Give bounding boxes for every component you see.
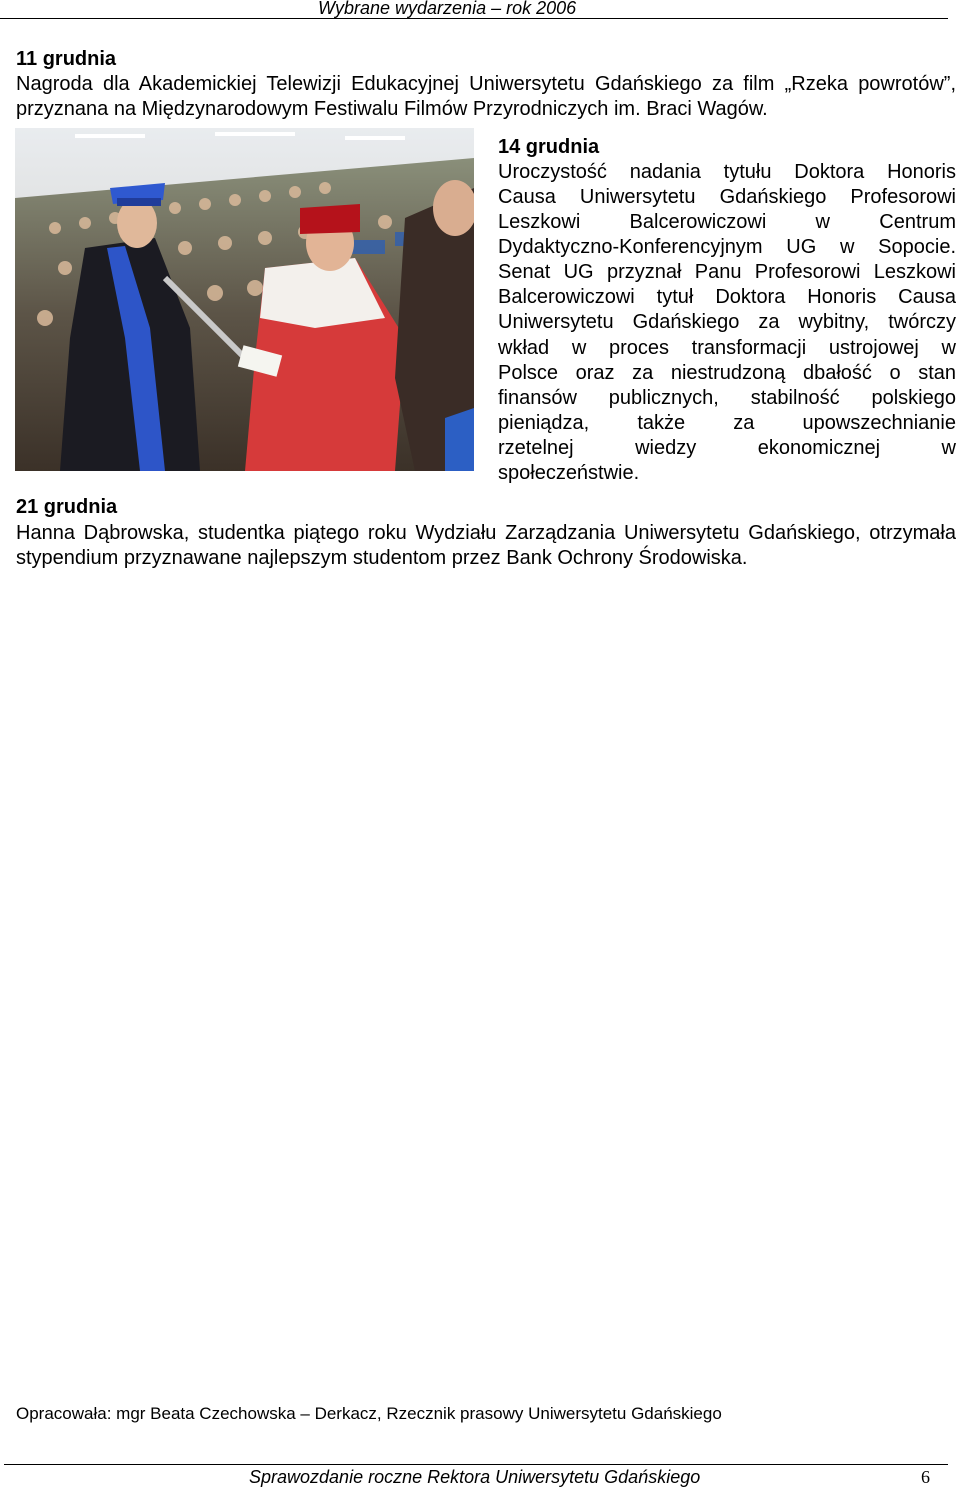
text-line: Causa Uniwersytetu Gdańskiego Profesorowi [498,186,956,208]
event-text-dec-21: Hanna Dąbrowska, studentka piątego roku Wydziału Zarządzania Uniwersytetu Gdańskiego, otrzymała stypendium przyznawane najlepszym studentom przez Bank Ochrony Środowiska. [16,522,956,569]
text-line: Leszkowi Balcerowiczowi w Centrum [498,211,956,233]
author-credit: Opracowała: mgr Beata Czechowska – Derkacz, Rzecznik prasowy Uniwersytetu Gdańskiego [16,1404,722,1423]
text-line: Senat UG przyznał Panu Profesorowi Leszkowi [498,261,956,283]
ceremony-photo-illustration [15,128,474,471]
event-date-dec-14: 14 grudnia [498,136,600,158]
page-number: 6 [921,1467,930,1487]
event-text-dec-11: Nagroda dla Akademickiej Telewizji Edukacyjnej Uniwersytetu Gdańskiego za film „Rzeka powrotów”, przyznana na Międzynarodowym Festiwalu Filmów Przyrodniczych im. Braci Wagów. [16,73,956,120]
text-line: Polsce oraz za niestrudzoną dbałość o stan [498,362,956,384]
text-line: społeczeństwie. [498,462,640,484]
text-line: Uniwersytetu Gdańskiego za wybitny, twórczy [498,311,956,333]
text-line: pieniądza, także za upowszechnianie [498,412,956,434]
page-header [0,0,948,19]
event-date-dec-11: 11 grudnia [16,48,117,70]
header-title: Wybrane wydarzenia – rok 2006 [318,0,577,18]
text-line: finansów publicznych, stabilność polskiego [498,387,956,409]
footer-title: Sprawozdanie roczne Rektora Uniwersytetu Gdańskiego [249,1467,701,1487]
text-line: wkład w proces transformacji ustrojowej w [498,337,956,359]
ceremony-photo [15,128,474,471]
text-line: rzetelnej wiedzy ekonomicznej w [498,437,956,459]
event-date-dec-21: 21 grudnia [16,496,118,518]
text-line: Uroczystość nadania tytułu Doktora Honoris [498,161,956,183]
text-line: Dydaktyczno-Konferencyjnym UG w Sopocie. [498,236,956,258]
text-line: Balcerowiczowi tytuł Doktora Honoris Causa [498,286,956,308]
footer-divider [4,1464,948,1465]
